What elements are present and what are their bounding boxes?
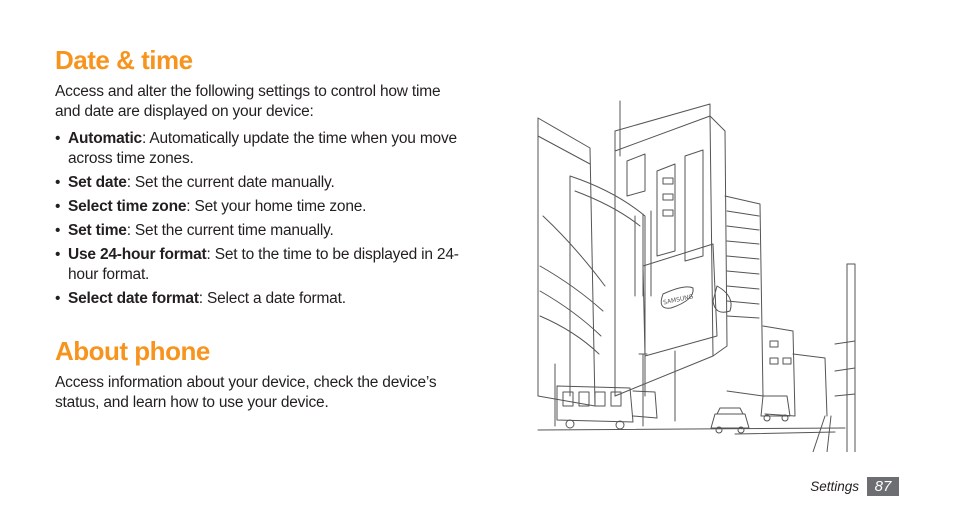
list-item [55,197,465,217]
setting-desc: : Set the current date manually. [126,174,335,191]
setting-desc: : Set to the time to be displayed in 24-hour format. [68,246,459,283]
list-item [55,289,465,309]
setting-desc: : Set the current time manually. [126,222,334,239]
city-street-sketch-icon [535,96,860,452]
page-footer [810,477,899,496]
list-item [55,221,465,241]
setting-term: Set time [68,222,127,239]
setting-term: Set date [68,174,127,191]
setting-term: Use 24-hour format [68,246,207,263]
footer-section-name: Settings [810,479,859,494]
setting-desc: : Automatically update the time when you move across time zones. [68,130,457,167]
setting-term: Automatic [68,130,142,147]
date-time-settings-list [55,129,465,309]
section-title-date-time: Date & time [55,45,193,75]
list-item [55,245,465,285]
list-item [55,129,465,169]
setting-desc: : Set your home time zone. [186,198,367,215]
date-time-intro: Access and alter the following settings to control how time and date are displayed on your device: [55,83,441,120]
page-number-badge: 87 [867,477,899,496]
about-phone-intro: Access information about your device, check the device’s status, and learn how to use your device. [55,374,437,411]
section-title-about-phone: About phone [55,336,210,366]
billboard-sign: SAMSUNG [662,293,694,307]
setting-term: Select time zone [68,198,187,215]
list-item [55,173,465,193]
page-content [55,44,465,413]
setting-desc: : Select a date format. [198,290,346,307]
setting-term: Select date format [68,290,199,307]
